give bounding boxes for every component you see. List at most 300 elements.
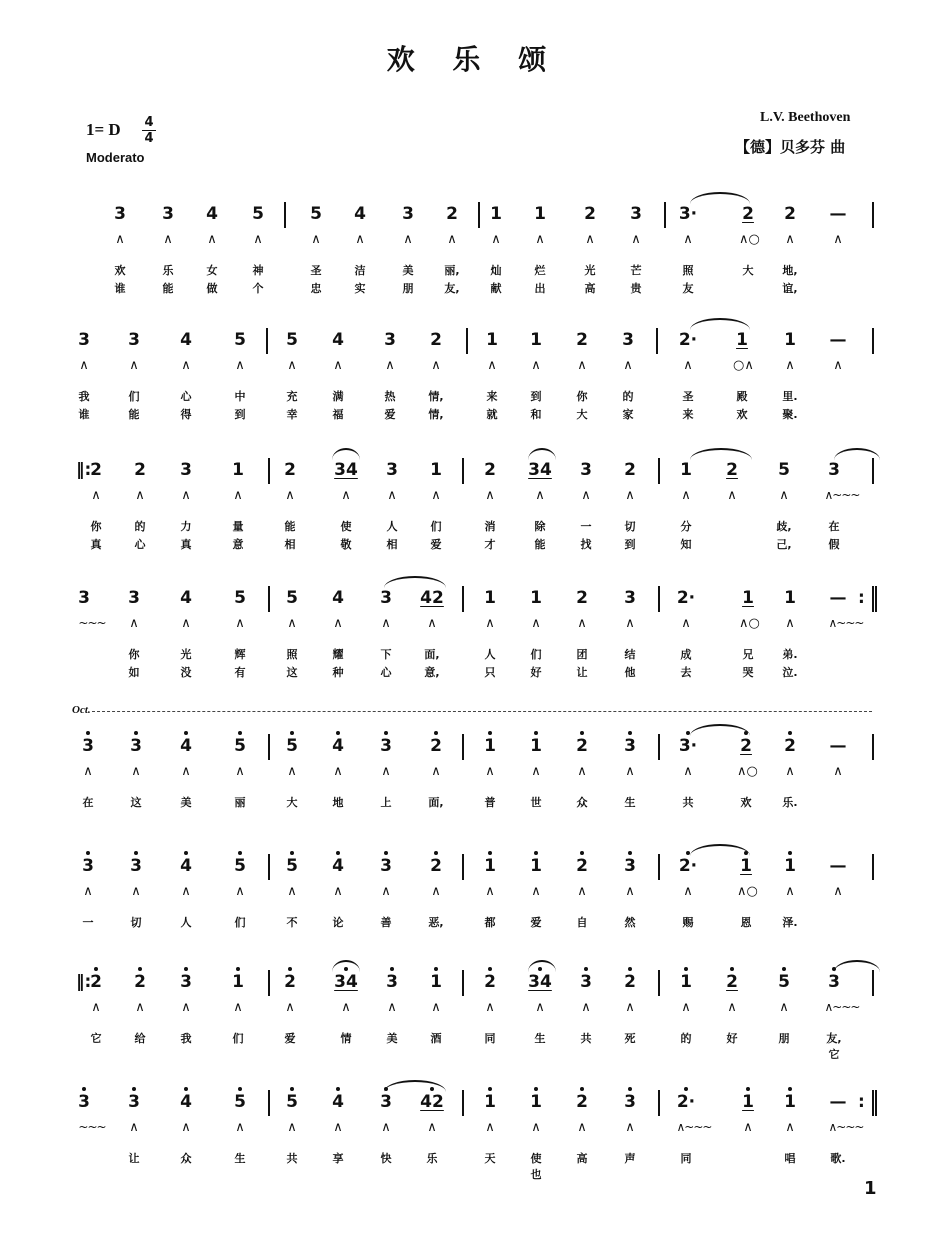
lyric-word: 谁 [114,282,126,295]
note: 4 [180,330,192,350]
lyric-word: 团 [576,648,588,661]
bowing-mark: ∧ [431,1000,441,1015]
lyric-word: 快 [380,1152,392,1165]
note: 5 [778,460,790,480]
lyric-word: 和 [530,408,542,421]
note: 1 [524,856,548,876]
lyric-word: 意 [232,538,244,551]
bowing-mark: ∧ [381,764,391,779]
bowing-mark: ∧ [485,616,495,631]
note: 1 [674,972,698,992]
note: 2 [278,972,302,992]
note: 1 [430,460,442,480]
bowing-mark: ∧ [531,764,541,779]
note: 3 [618,736,642,756]
lyric-word: 福 [332,408,344,421]
barline [466,328,468,354]
lyric-word: 意, [424,666,440,679]
bowing-mark: ∧○ [739,232,760,247]
note: 34 [528,460,552,480]
bowing-mark: ∧ [683,884,693,899]
time-signature [142,116,156,145]
lyric-word: 使 [340,520,352,533]
lyric-word: 生 [534,1032,546,1045]
note: 1 [534,204,546,224]
score-system [0,1088,947,1208]
lyric-word: 泽. [782,916,798,929]
barline [462,586,464,612]
bowing-mark: ∧ [535,232,545,247]
bowing-mark: ∧ [233,1000,243,1015]
bowing-mark: ∧ [625,1000,635,1015]
note: — [829,856,847,876]
bowing-mark: ∧ [491,232,501,247]
bowing-mark: ∧ [625,488,635,503]
lyric-word: 能 [128,408,140,421]
note: 3 [128,588,140,608]
barline [268,586,270,612]
lyric-word: 到 [234,408,246,421]
score-system [0,968,947,1088]
barline [462,458,464,484]
note: — [829,1092,847,1112]
bowing-mark: ∧ [235,358,245,373]
bowing-mark: ∧ [487,358,497,373]
lyric-word: 一 [580,520,592,533]
note: 3 [374,856,398,876]
barline [872,458,874,484]
tie-arc [690,448,752,460]
note: 1 [784,330,796,350]
lyric-word: 爱 [384,408,396,421]
lyric-word: 出 [534,282,546,295]
lyric-word: 人 [180,916,192,929]
bowing-mark: ∧ [253,232,263,247]
bowing-mark: ∧ [833,764,843,779]
bowing-mark: ∧ [683,358,693,373]
lyric-word: 让 [576,666,588,679]
note: 2 [784,204,796,224]
lyric-word: 歧, [776,520,792,533]
barline [872,1090,877,1116]
barline [664,202,666,228]
bowing-mark: ∧ [585,232,595,247]
note: 1 [778,856,802,876]
note: 5 [286,330,298,350]
lyric-word: 普 [484,796,496,809]
bowing-mark: ∧ [131,884,141,899]
bowing-mark: ∧ [447,232,457,247]
note: 3 [630,204,642,224]
lyric-word: 忠 [310,282,322,295]
bowing-mark: ∧ [287,884,297,899]
note: 1 [734,856,758,876]
bowing-mark: ∧~~~ [828,616,864,630]
bowing-mark: ∧ [581,1000,591,1015]
note: 2 [430,330,442,350]
lyric-word: 人 [386,520,398,533]
note: 1 [232,460,244,480]
page-number: 1 [864,1178,877,1199]
note: 2 [576,330,588,350]
barline [872,202,874,228]
bowing-mark: ∧○ [737,764,758,779]
bowing-mark: ∧ [743,1120,753,1135]
lyric-word: 爱 [530,916,542,929]
bowing-mark: ∧ [833,358,843,373]
composer-name: L.V. Beethoven [760,110,851,125]
bowing-mark: ∧ [531,616,541,631]
lyric-word: 同 [484,1032,496,1045]
note: 5 [280,1092,304,1112]
barline [872,328,874,354]
lyric-word: 们 [530,648,542,661]
lyric-word: 一 [82,916,94,929]
lyric-word: 不 [286,916,298,929]
note: — [829,588,847,608]
lyric-word: 给 [134,1032,146,1045]
lyric-word: 假 [828,538,840,551]
note: 3 [622,330,634,350]
barline [478,202,480,228]
bowing-mark: ∧ [333,884,343,899]
note: 3· [678,204,698,224]
note: 2 [742,204,754,224]
lyric-word: 友 [682,282,694,295]
bowing-mark: ∧ [207,232,217,247]
lyric-word: 里. [782,390,798,403]
note: 5 [234,588,246,608]
bowing-mark: ∧ [625,1120,635,1135]
lyric-word: 朋 [402,282,414,295]
lyric-word: 热 [384,390,396,403]
bowing-mark: ∧ [129,616,139,631]
bowing-mark: ∧ [431,764,441,779]
lyric-word: 我 [180,1032,192,1045]
lyric-word: 美 [402,264,414,277]
bowing-mark: ∧ [333,616,343,631]
bowing-mark: ∧ [535,1000,545,1015]
note: 1 [484,588,496,608]
bowing-mark: ∧ [431,488,441,503]
lyric-word: 声 [624,1152,636,1165]
lyric-word: 辉 [234,648,246,661]
note: — [829,330,847,350]
bowing-mark: ∧ [385,358,395,373]
lyric-word: 芒 [630,264,642,277]
bowing-mark: ∧ [531,884,541,899]
lyric-word: 得 [180,408,192,421]
lyric-word: 聚. [782,408,798,421]
lyric-word: 情, [428,390,444,403]
note: 2 [284,460,296,480]
lyric-word: 你 [90,520,102,533]
lyric-word: 酒 [430,1032,442,1045]
note: 1 [680,460,692,480]
note: 3 [78,588,90,608]
lyric-word: 心 [380,666,392,679]
bowing-mark: ∧ [535,488,545,503]
lyric-word: 消 [484,520,496,533]
bowing-mark: ∧ [181,488,191,503]
note: 1 [530,330,542,350]
lyric-word: 高 [576,1152,588,1165]
lyric-word: 个 [252,282,264,295]
lyric-word: 没 [180,666,192,679]
lyric-word: 地 [332,796,344,809]
barline [268,970,270,996]
bowing-mark: ∧ [785,884,795,899]
lyric-word: 幸 [286,408,298,421]
bowing-mark: ∧ [833,232,843,247]
lyric-word: 自 [576,916,588,929]
lyric-word: 众 [576,796,588,809]
time-signature-bottom: 4 [144,131,154,146]
lyric-word: 地, [782,264,798,277]
lyric-word: 心 [134,538,146,551]
note: 42 [415,1092,449,1112]
bowing-mark: ∧ [233,488,243,503]
bowing-mark: ∧ [83,884,93,899]
bowing-mark: ∧ [79,358,89,373]
lyric-word: 死 [624,1032,636,1045]
lyric-word: 你 [576,390,588,403]
note: 2· [676,856,700,876]
score-system [0,852,947,972]
note: 3· [676,736,700,756]
lyric-word: 我 [78,390,90,403]
bowing-mark: ∧ [485,1000,495,1015]
note: 3 [374,736,398,756]
lyric-word: 光 [180,648,192,661]
bowing-mark: ∧ [311,232,321,247]
bowing-mark: ∧ [577,358,587,373]
lyric-word: 大 [576,408,588,421]
tempo-marking: Moderato [86,150,145,165]
bowing-mark: ∧ [181,1120,191,1135]
lyric-word: 贵 [630,282,642,295]
lyric-word: 美 [386,1032,398,1045]
barline [658,970,660,996]
bowing-mark: ∧ [683,764,693,779]
barline [268,458,270,484]
barline [872,854,874,880]
lyric-word: 情, [428,408,444,421]
bowing-mark: ~~~ [78,616,106,630]
note: 4 [174,856,198,876]
bowing-mark: ∧ [431,358,441,373]
note: 1 [784,588,796,608]
lyric-word: 共 [286,1152,298,1165]
note: 2 [624,460,636,480]
bowing-mark: ∧ [785,616,795,631]
barline [872,970,874,996]
bowing-mark: ∧○ [739,616,760,631]
note: 4 [332,330,344,350]
bowing-mark: ∧ [381,884,391,899]
note: 3 [574,972,598,992]
lyric-word: 能 [162,282,174,295]
note: 5 [234,330,246,350]
bowing-mark: ∧ [91,1000,101,1015]
lyric-word: 乐 [162,264,174,277]
note: 3 [822,972,846,992]
lyric-word: 面, [424,648,440,661]
lyric-word: 献 [490,282,502,295]
lyric-word: 除 [534,520,546,533]
bowing-mark: ∧ [727,488,737,503]
bowing-mark: ∧ [485,488,495,503]
score-system [0,200,947,320]
bowing-mark: ∧ [531,358,541,373]
lyric-word: 己, [776,538,792,551]
lyric-word: 量 [232,520,244,533]
note: 2 [778,736,802,756]
bowing-mark: ∧ [623,358,633,373]
lyric-word: 们 [232,1032,244,1045]
note: 2 [90,460,102,480]
note: — [829,204,847,224]
lyric-word: 来 [486,390,498,403]
bowing-mark: ∧ [235,616,245,631]
bowing-mark: ∧ [577,764,587,779]
lyric-word: 找 [580,538,592,551]
note: 2 [570,856,594,876]
note: 2 [726,460,738,480]
bowing-mark: ∧ [577,1120,587,1135]
lyric-word: 美 [180,796,192,809]
bowing-mark: ∧ [287,1120,297,1135]
note: 5 [280,856,304,876]
barline [284,202,286,228]
bowing-mark: ∧ [381,1120,391,1135]
note: 3 [580,460,592,480]
bowing-mark: ∧ [181,616,191,631]
lyric-word: 欢 [740,796,752,809]
note: 2 [424,736,448,756]
lyric-word: 哭 [742,666,754,679]
barline [872,586,877,612]
bowing-mark: ∧ [341,488,351,503]
lyric-word: 丽 [234,796,246,809]
lyric-word: 真 [180,538,192,551]
repeat-end: : [858,1092,865,1112]
bowing-mark: ∧○ [737,884,758,899]
note: 4 [326,1092,350,1112]
lyric-word: 中 [234,390,246,403]
note: 1 [478,856,502,876]
lyric-word: 在 [828,520,840,533]
lyric-word: 切 [130,916,142,929]
lyric-word: 让 [128,1152,140,1165]
lyric-word: 爱 [430,538,442,551]
barline [658,586,660,612]
barline [462,1090,464,1116]
note: 34 [523,972,557,992]
lyric-word: 友,它 [826,1032,842,1061]
barline [268,854,270,880]
note: 2 [84,972,108,992]
bowing-mark: ∧ [129,1120,139,1135]
note: 2 [570,1092,594,1112]
lyric-word: 乐 [426,1152,438,1165]
key-signature: 1= D [86,120,121,139]
note: 3 [374,1092,398,1112]
tie-arc [834,448,880,460]
note: 4 [354,204,366,224]
note: 1 [524,736,548,756]
lyric-word: 家 [622,408,634,421]
lyric-word: 天 [484,1152,496,1165]
lyric-word: 就 [486,408,498,421]
tie-arc [332,448,360,460]
note: 4 [174,736,198,756]
note: 3 [76,856,100,876]
bowing-mark: ∧~~~ [824,1000,860,1014]
note: 3 [618,856,642,876]
lyric-word: 相 [386,538,398,551]
lyric-word: 好 [726,1032,738,1045]
lyric-word: 使也 [530,1152,542,1181]
note: 2· [674,1092,698,1112]
lyric-word: 下 [380,648,392,661]
lyric-word: 的 [622,390,634,403]
note: 4 [180,588,192,608]
time-signature-top: 4 [144,115,154,130]
bowing-mark: ∧ [333,764,343,779]
lyric-word: 分 [680,520,692,533]
tie-arc [384,576,446,588]
lyric-word: 们 [128,390,140,403]
bowing-mark: ∧ [485,764,495,779]
bowing-mark: ∧ [355,232,365,247]
note: 2 [584,204,596,224]
score-system [0,326,947,446]
lyric-word: 谊, [782,282,798,295]
lyric-word: 女 [206,264,218,277]
lyric-word: 切 [624,520,636,533]
score-system [0,456,947,576]
bowing-mark: ∧ [387,1000,397,1015]
lyric-word: 都 [484,916,496,929]
bowing-mark: ∧ [131,764,141,779]
repeat-start: ‖: [76,972,92,992]
lyric-word: 充 [286,390,298,403]
tie-arc [690,192,750,204]
bowing-mark: ∧ [785,232,795,247]
note: 1 [736,330,748,350]
note: 3 [114,204,126,224]
bowing-mark: ∧ [785,1120,795,1135]
bowing-mark: ∧ [625,616,635,631]
note: 2 [720,972,744,992]
note: 3 [162,204,174,224]
lyric-word: 种 [332,666,344,679]
note: 1 [778,1092,802,1112]
bowing-mark: ∧ [427,1120,437,1135]
note: 2· [676,588,696,608]
note: 1 [226,972,250,992]
barline [658,1090,660,1116]
lyric-word: 大 [286,796,298,809]
note: 3 [76,736,100,756]
octave-divider [92,711,872,712]
bowing-mark: ∧ [427,616,437,631]
note: 34 [334,460,358,480]
lyric-word: 神 [252,264,264,277]
bowing-mark: ∧ [341,1000,351,1015]
note: 2 [134,460,146,480]
